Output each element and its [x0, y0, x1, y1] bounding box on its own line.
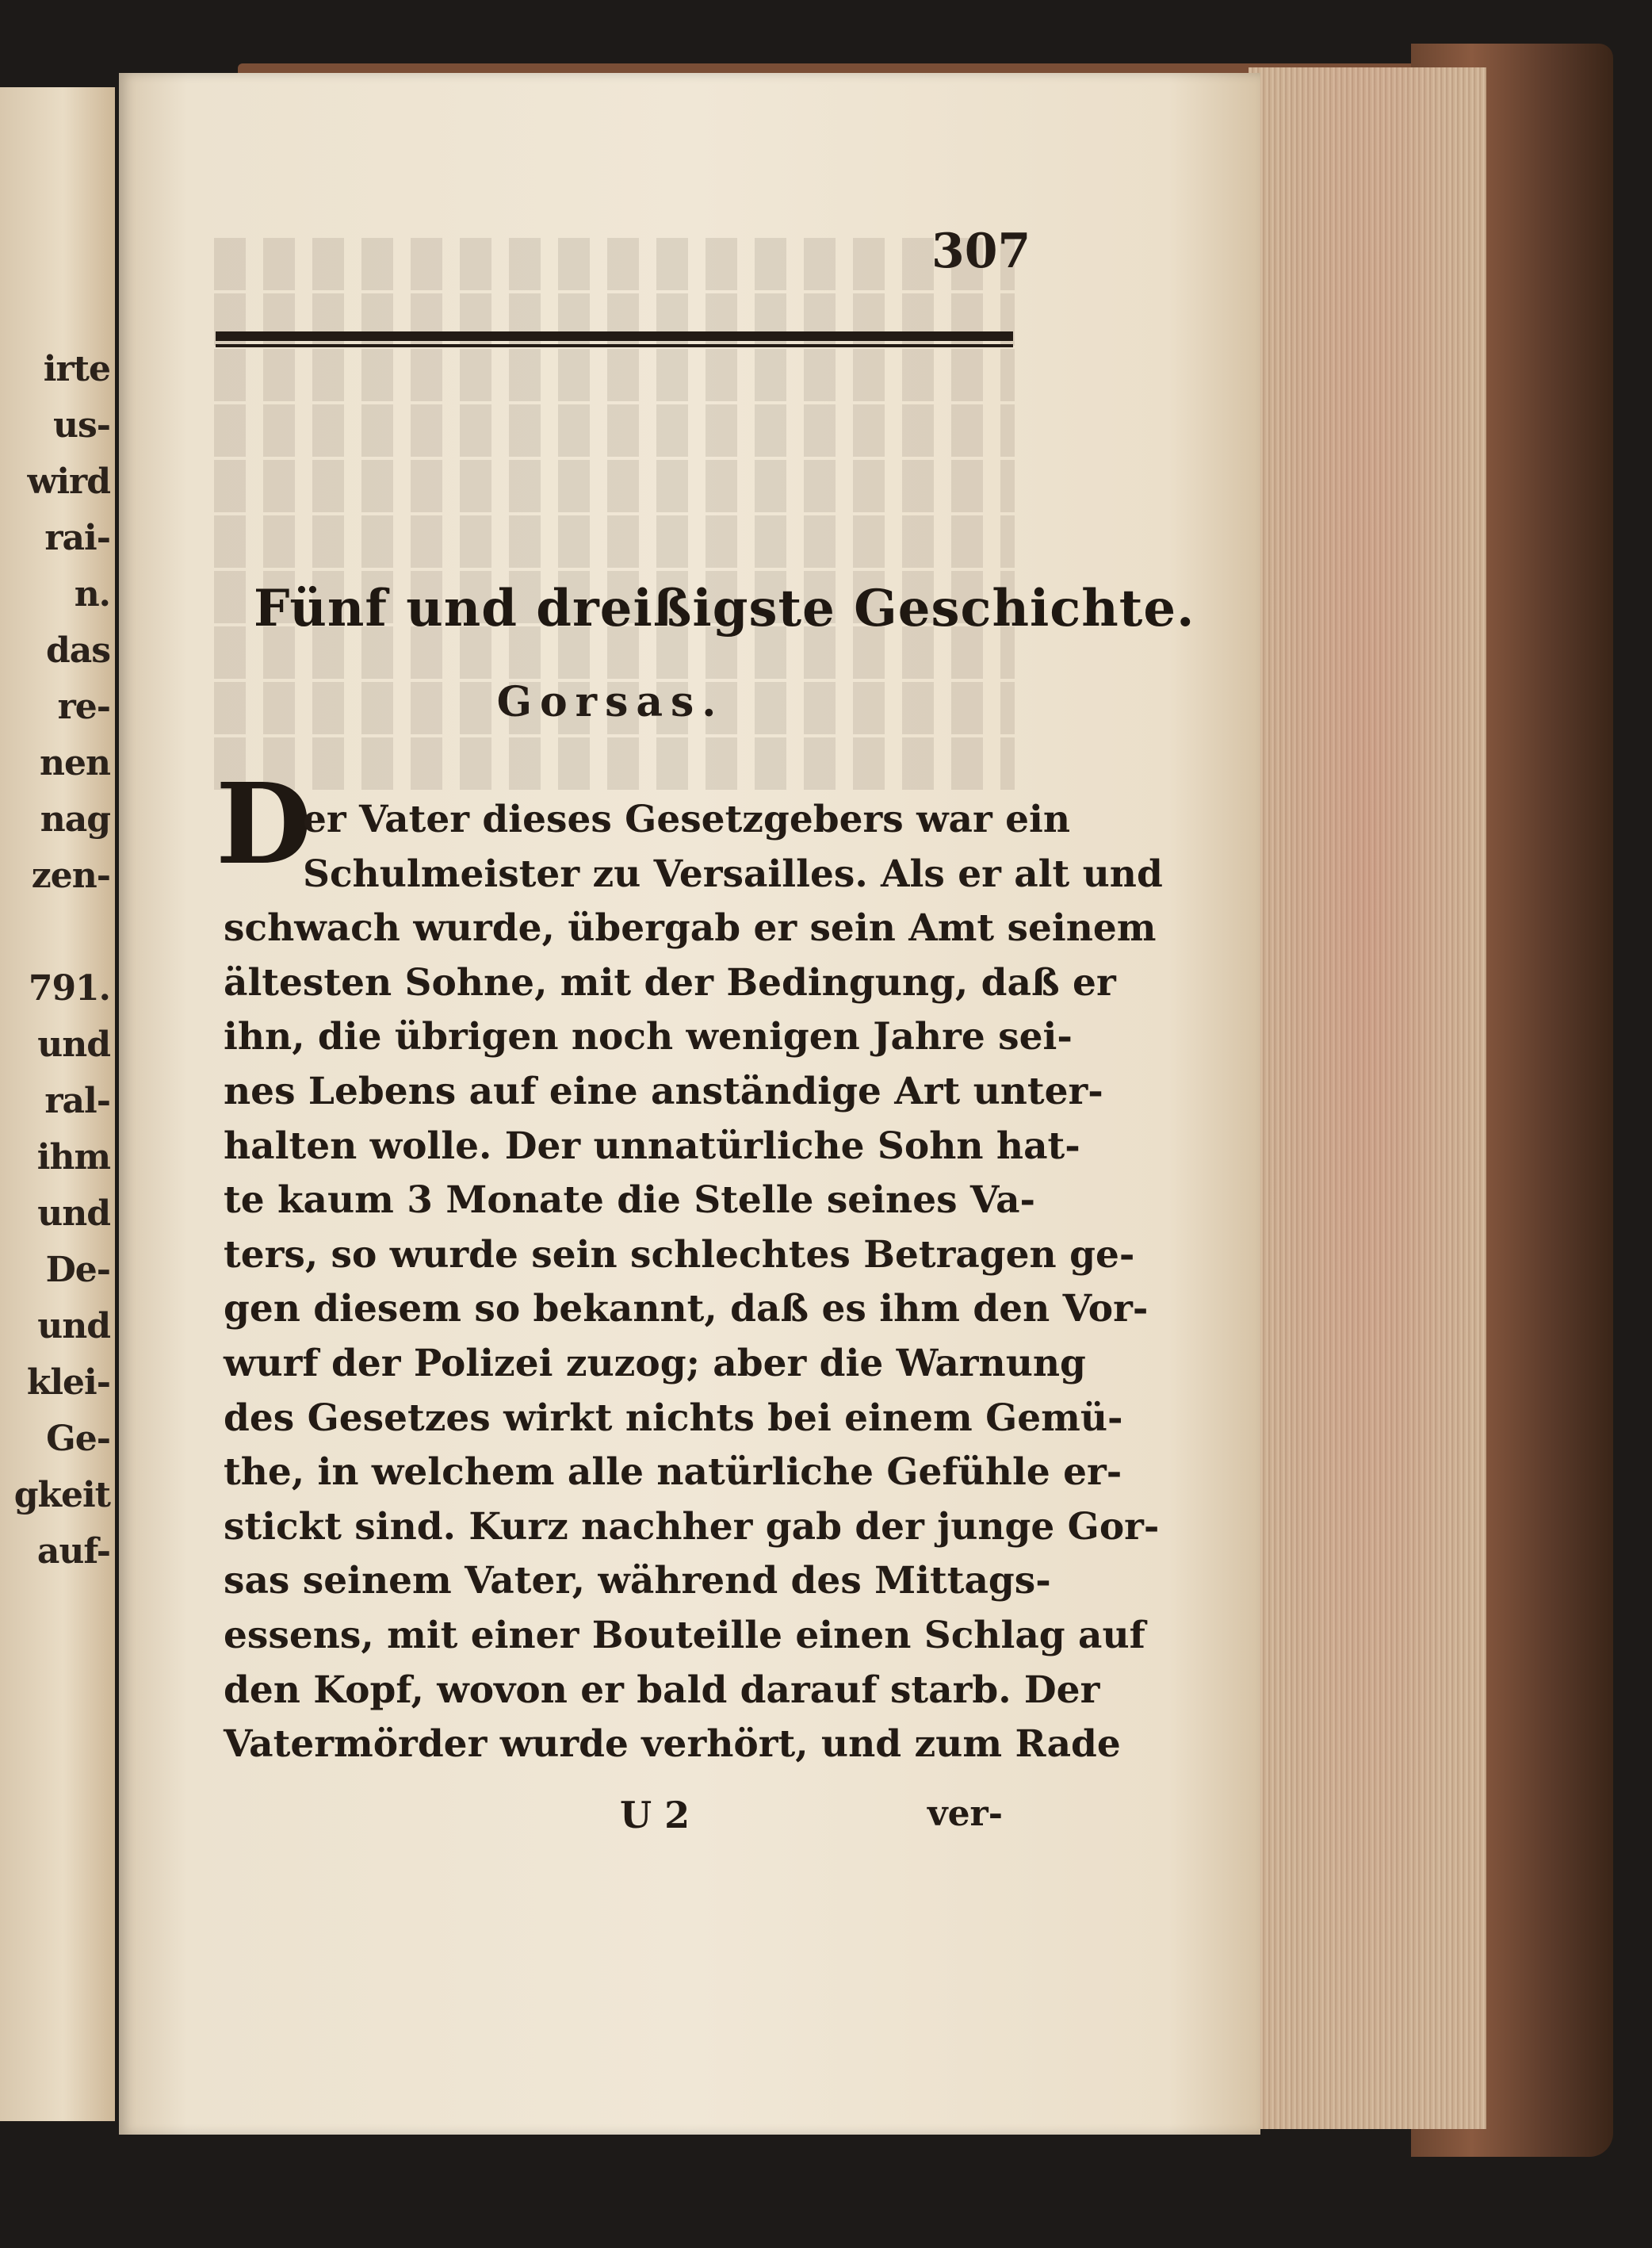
- catchword: ver-: [927, 1794, 1004, 1834]
- body-line: essens, mit einer Bouteille einen Schlag auf: [224, 1614, 1145, 1657]
- header-rule-thin: [216, 344, 1013, 347]
- left-page-line: De-: [45, 1250, 110, 1290]
- left-facing-page: [0, 87, 115, 2121]
- body-line: den Kopf, wovon er bald darauf starb. Der: [224, 1668, 1100, 1712]
- left-page-line: us-: [52, 405, 110, 446]
- left-page-line: zen-: [31, 856, 110, 896]
- body-line: ihn, die übrigen noch wenigen Jahre sei-: [224, 1015, 1073, 1059]
- left-page-line: nag: [40, 799, 110, 840]
- header-rule-thick: [216, 331, 1013, 341]
- body-line: Vatermörder wurde verhört, und zum Rade: [224, 1722, 1121, 1766]
- left-page-line: klei-: [26, 1362, 110, 1403]
- body-line: sas seinem Vater, während des Mittags-: [224, 1559, 1051, 1603]
- left-page-line: das: [45, 630, 110, 671]
- page-number: 307: [931, 224, 1031, 279]
- body-line: des Gesetzes wirkt nichts bei einem Gemü-: [224, 1396, 1123, 1440]
- left-page-line: auf-: [36, 1531, 110, 1572]
- left-page-line: 791.: [28, 968, 110, 1009]
- left-page-line: ral-: [44, 1081, 110, 1121]
- left-page-line: und: [37, 1193, 110, 1234]
- body-line: ters, so wurde sein schlechtes Betragen ge-: [224, 1233, 1135, 1277]
- body-line: ältesten Sohne, mit der Bedingung, daß er: [224, 961, 1116, 1005]
- left-page-line: Ge-: [46, 1419, 110, 1459]
- body-line: te kaum 3 Monate die Stelle seines Va-: [224, 1178, 1036, 1222]
- page-edges: [1249, 67, 1486, 2129]
- body-line: Schulmeister zu Versailles. Als er alt und: [303, 852, 1163, 896]
- left-page-line: wird: [27, 461, 110, 502]
- body-line: gen diesem so bekannt, daß es ihm den Vor-: [224, 1287, 1149, 1331]
- body-line: schwach wurde, übergab er sein Amt seinem: [224, 906, 1157, 950]
- chapter-subtitle: Gorsas.: [496, 678, 725, 726]
- body-line: halten wolle. Der unnatürliche Sohn hat-: [224, 1124, 1080, 1168]
- body-line: nes Lebens auf eine anständige Art unter-: [224, 1070, 1103, 1113]
- left-page-line: irte: [43, 349, 110, 389]
- body-line: stickt sind. Kurz nachher gab der junge Gor-: [224, 1505, 1160, 1549]
- chapter-title: Fünf und dreißigste Geschichte.: [254, 579, 1195, 638]
- left-page-line: gkeit: [13, 1475, 110, 1515]
- drop-cap-initial: D: [216, 760, 312, 890]
- body-line: the, in welchem alle natürliche Gefühle er-: [224, 1450, 1122, 1494]
- left-page-line: und: [37, 1024, 110, 1065]
- left-page-line: und: [37, 1306, 110, 1346]
- body-line: er Vater dieses Gesetzgebers war ein: [303, 798, 1071, 841]
- left-page-line: rai-: [44, 518, 110, 558]
- left-page-line: re-: [57, 687, 110, 727]
- signature-mark: U 2: [620, 1794, 690, 1836]
- left-page-line: nen: [40, 743, 110, 783]
- left-page-line: ihm: [36, 1137, 110, 1178]
- left-page-line: n.: [74, 574, 110, 615]
- body-line: wurf der Polizei zuzog; aber die Warnung: [224, 1342, 1086, 1385]
- header-rule: [216, 331, 1013, 349]
